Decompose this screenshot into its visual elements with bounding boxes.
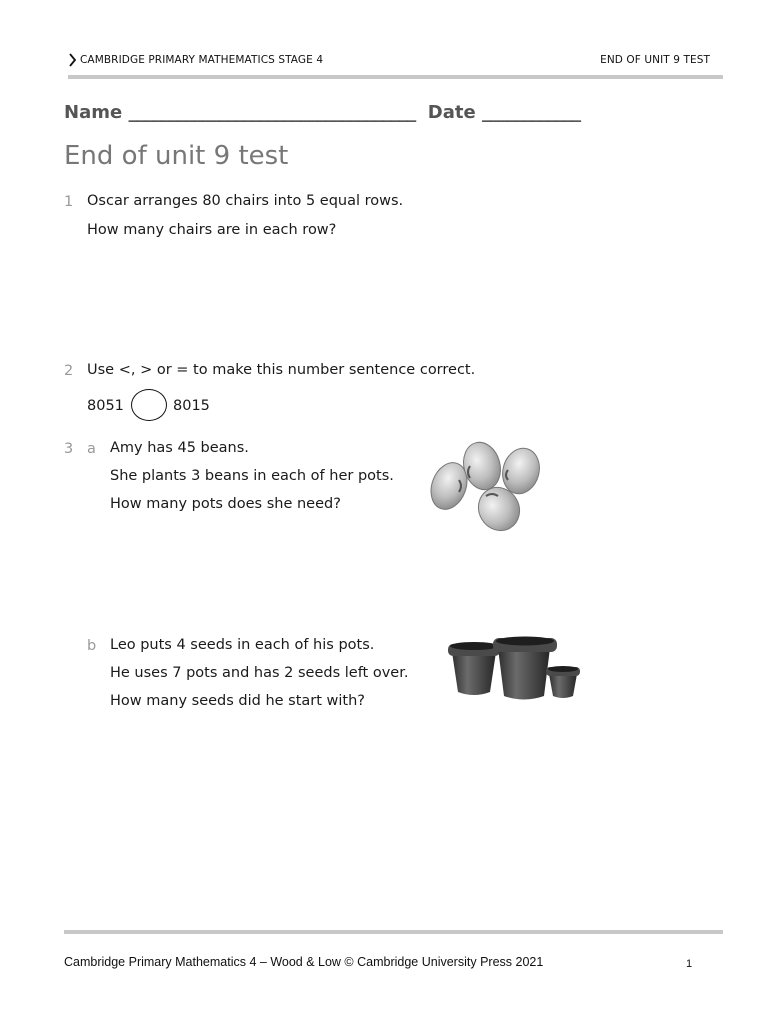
q3a-line1: Amy has 45 beans. (110, 440, 249, 456)
beans-icon (428, 440, 544, 534)
q3b-line2: He uses 7 pots and has 2 seeds left over. (110, 665, 409, 681)
name-line[interactable]: ___________________________________ (128, 102, 416, 123)
page-title: End of unit 9 test (64, 141, 289, 171)
date-label: Date (427, 102, 476, 123)
q3a-line2: She plants 3 beans in each of her pots. (110, 468, 394, 484)
date-line[interactable]: ____________ (481, 102, 581, 123)
q3a-line3: How many pots does she need? (110, 496, 341, 512)
plant-pots-icon (446, 634, 582, 704)
header-test: END OF UNIT 9 TEST (600, 54, 710, 66)
pot-small (546, 666, 580, 698)
name-date-row (64, 102, 580, 123)
q1-line2: How many chairs are in each row? (87, 222, 337, 238)
q2-line1: Use <, > or = to make this number sentence correct. (87, 362, 476, 378)
q2-left-number: 8051 (87, 398, 124, 414)
footer-credit: Cambridge Primary Mathematics 4 – Wood & Low © Cambridge University Press 2021 (64, 955, 544, 969)
chevron-right-icon (68, 53, 77, 67)
header-series: CAMBRIDGE PRIMARY MATHEMATICS STAGE 4 (80, 54, 324, 66)
q3a-label: a (87, 441, 96, 457)
q3b-line3: How many seeds did he start with? (110, 693, 366, 709)
pot-left (448, 642, 500, 695)
question-number-2: 2 (64, 363, 74, 379)
footer-divider (64, 930, 723, 934)
q1-line1: Oscar arranges 80 chairs into 5 equal rows. (87, 193, 404, 209)
question-number-3: 3 (64, 441, 74, 457)
page-number: 1 (686, 958, 693, 970)
comparison-answer-circle[interactable] (131, 389, 167, 421)
q3b-line1: Leo puts 4 seeds in each of his pots. (110, 637, 375, 653)
question-number-1: 1 (64, 194, 74, 210)
name-label: Name (64, 102, 123, 123)
q3b-label: b (87, 638, 97, 654)
q2-right-number: 8015 (173, 398, 210, 414)
header-divider (68, 75, 723, 79)
